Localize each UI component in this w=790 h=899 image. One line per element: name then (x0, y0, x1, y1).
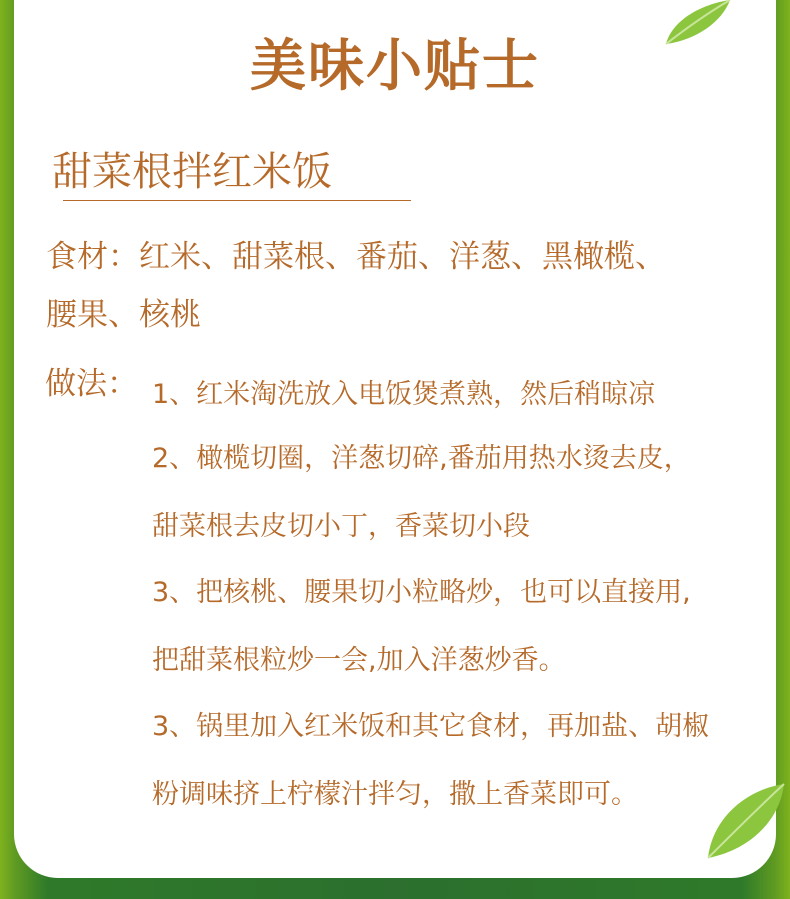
method-step: 2、橄榄切圈，洋葱切碎,番茄用热水烫去皮， (152, 443, 691, 474)
page-title: 美味小贴士 (250, 34, 540, 99)
method-step: 3、锅里加入红米饭和其它食材，再加盐、胡椒 (152, 711, 710, 742)
ingredients-text (46, 228, 746, 344)
method-step: 把甜菜根粒炒一会,加入洋葱炒香。 (152, 645, 566, 676)
method-step: 甜菜根去皮切小丁，香菜切小段 (152, 511, 530, 542)
method-label: 做法： (45, 366, 138, 402)
method-step: 1、红米淘洗放入电饭煲煮熟，然后稍晾凉 (152, 379, 656, 410)
method-step: 3、把核桃、腰果切小粒略炒，也可以直接用, (152, 577, 691, 608)
ingredients-line: 食材：红米、甜菜根、番茄、洋葱、黑橄榄、 (46, 239, 666, 275)
dish-name: 甜菜根拌红米饭 (52, 149, 332, 195)
method-step: 粉调味挤上柠檬汁拌匀，撒上香菜即可。 (152, 779, 638, 810)
ingredients-line: 腰果、核桃 (46, 297, 201, 333)
title-underline (63, 200, 411, 201)
leaf-icon-bottom (700, 780, 786, 862)
